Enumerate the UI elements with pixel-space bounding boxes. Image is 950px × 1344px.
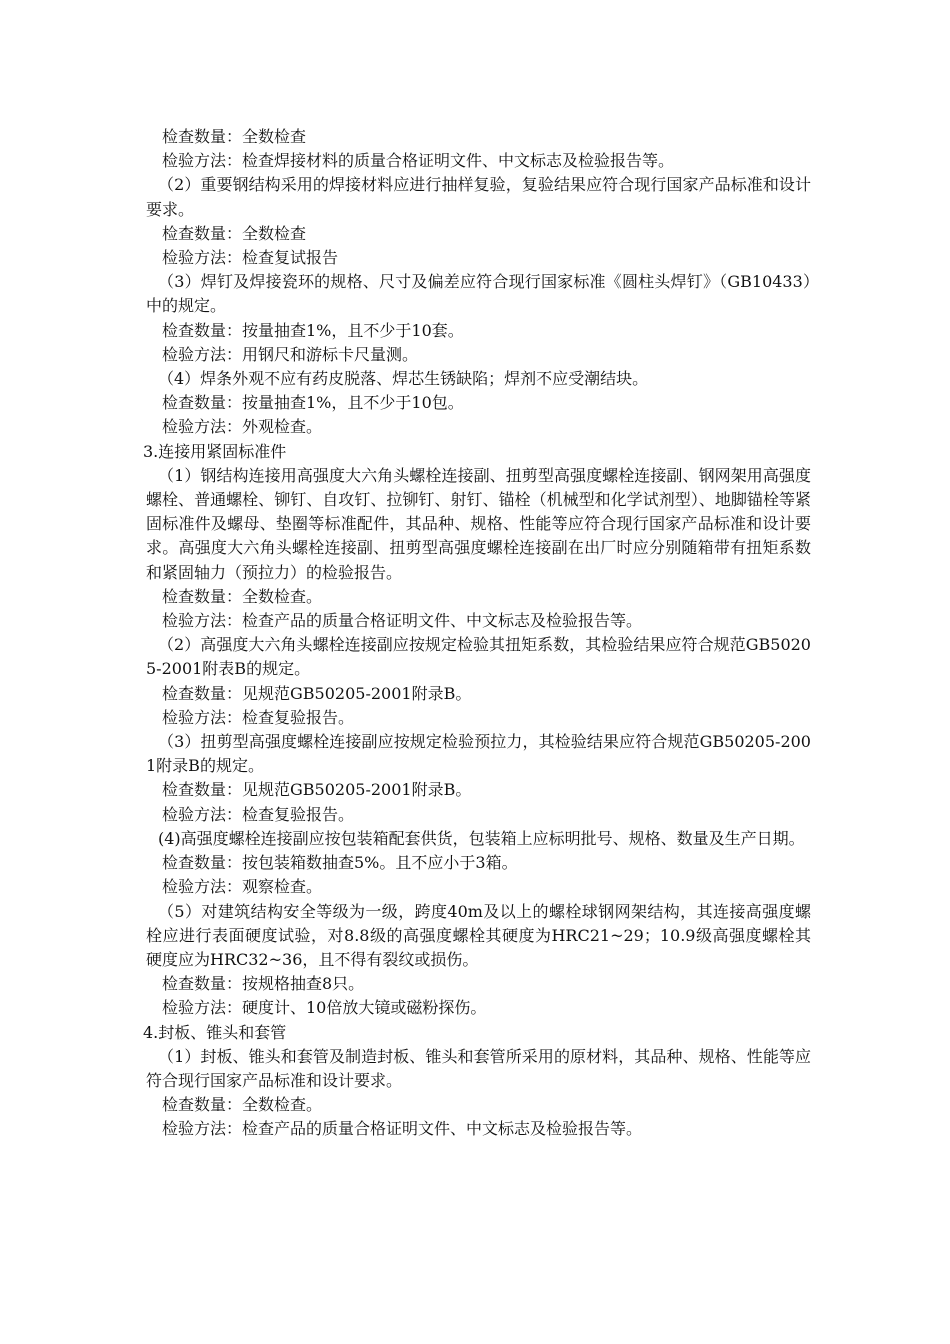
paragraph: （2）重要钢结构采用的焊接材料应进行抽样复验，复验结果应符合现行国家产品标准和设计要求。 (146, 175, 811, 219)
paragraph: 检验方法：检查产品的质量合格证明文件、中文标志及检验报告等。 (162, 1119, 643, 1139)
section-heading: 3.连接用紧固标准件 (143, 441, 287, 461)
paragraph: 检查数量：全数检查。 (162, 586, 323, 606)
paragraph: 检验方法：检查复验报告。 (162, 707, 355, 727)
paragraph: 检验方法：硬度计、10倍放大镜或磁粉探伤。 (162, 998, 487, 1018)
paragraph: 检验方法：检查焊接材料的质量合格证明文件、中文标志及检验报告等。 (162, 151, 675, 171)
paragraph: （3）扭剪型高强度螺栓连接副应按规定检验预拉力，其检验结果应符合规范GB50205-2001附录B的规定。 (146, 732, 811, 776)
paragraph: 检查数量：全数检查。 (162, 1095, 323, 1115)
paragraph: 检查数量：按量抽查1%，且不少于10包。 (162, 393, 464, 413)
paragraph: (4)高强度螺栓连接副应按包装箱配套供货，包装箱上应标明批号、规格、数量及生产日期。 (158, 828, 805, 848)
paragraph: （2）高强度大六角头螺栓连接副应按规定检验其扭矩系数，其检验结果应符合规范GB50205-2001附表B的规定。 (146, 635, 811, 679)
paragraph: 检查数量：见规范GB50205-2001附录B。 (162, 780, 472, 800)
paragraph: 检查数量：按量抽查1%，且不少于10套。 (162, 320, 464, 340)
paragraph: 检查数量：按包装箱数抽查5%。且不应小于3箱。 (162, 853, 518, 873)
paragraph: （5）对建筑结构安全等级为一级，跨度40m及以上的螺栓球钢网架结构，其连接高强度螺栓应进行表面硬度试验，对8.8级的高强度螺栓其硬度为HRC21~29；10.9级高强度螺栓其硬度应为HRC32~36，且不得有裂纹或损伤。 (146, 901, 811, 969)
paragraph: 检验方法：观察检查。 (162, 877, 323, 897)
paragraph: （4）焊条外观不应有药皮脱落、焊芯生锈缺陷；焊剂不应受潮结块。 (158, 369, 649, 389)
paragraph: 检验方法：用钢尺和游标卡尺量测。 (162, 344, 419, 364)
paragraph: （1）钢结构连接用高强度大六角头螺栓连接副、扭剪型高强度螺栓连接副、钢网架用高强度螺栓、普通螺栓、铆钉、自攻钉、拉铆钉、射钉、锚栓（机械型和化学试剂型）、地脚锚栓等紧固标准件及螺母、垫圈等标准配件，其品种、规格、性能等应符合现行国家产品标准和设计要求。高强度大六角头螺栓连接副、扭剪型高强度螺栓连接副在出厂时应分别随箱带有扭矩系数和紧固轴力（预拉力）的检验报告。 (146, 465, 811, 582)
paragraph: 检查数量：见规范GB50205-2001附录B。 (162, 683, 472, 703)
document-page (143, 125, 811, 1142)
paragraph: 检验方法：检查产品的质量合格证明文件、中文标志及检验报告等。 (162, 611, 643, 631)
paragraph: 检验方法：外观检查。 (162, 417, 323, 437)
paragraph: 检验方法：检查复试报告 (162, 248, 339, 268)
paragraph: （3）焊钉及焊接瓷环的规格、尺寸及偏差应符合现行国家标准《圆柱头焊钉》（GB10433）中的规定。 (146, 272, 811, 316)
paragraph: 检查数量：全数检查 (162, 127, 307, 146)
paragraph: 检验方法：检查复验报告。 (162, 804, 355, 824)
section-heading: 4.封板、锥头和套管 (143, 1022, 287, 1042)
paragraph: （1）封板、锥头和套管及制造封板、锥头和套管所采用的原材料，其品种、规格、性能等应符合现行国家产品标准和设计要求。 (146, 1046, 811, 1090)
paragraph: 检查数量：按规格抽查8只。 (162, 974, 365, 994)
paragraph: 检查数量：全数检查 (162, 223, 307, 243)
